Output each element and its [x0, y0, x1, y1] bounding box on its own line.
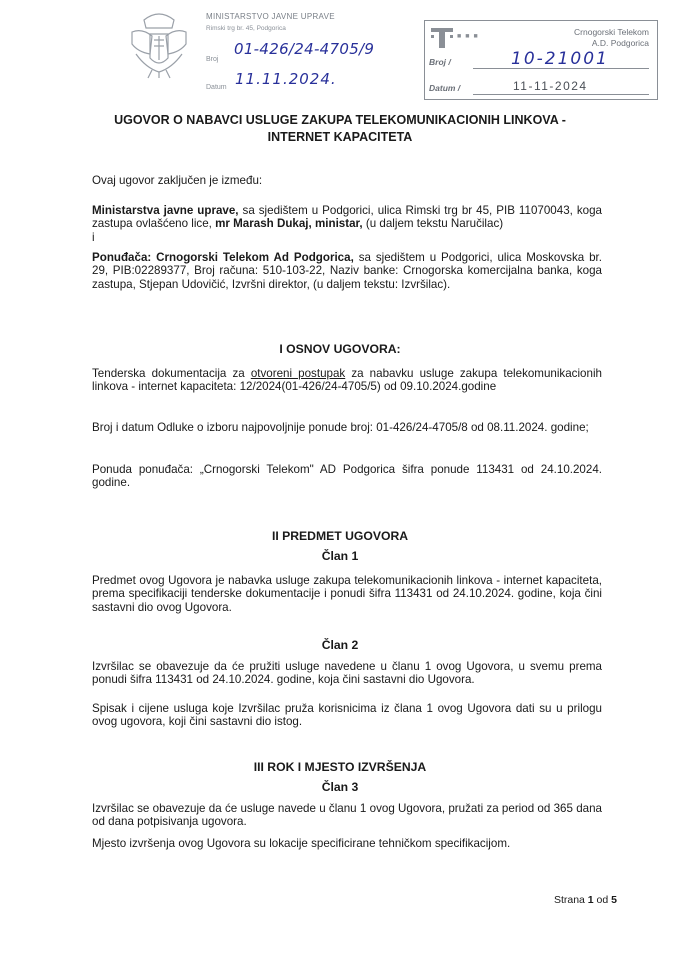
clan3-paragraph-1: Izvršilac se obavezuje da će usluge navede u članu 1 ovog Ugovora, pružati za period od 365 dana od dana potpisivanja ugovora. — [92, 802, 602, 829]
ministry-datum-label: Datum — [206, 84, 227, 91]
section-1-heading: I OSNOV UGOVORA: — [279, 342, 401, 356]
telekom-dots-icon: ■■■ — [457, 33, 482, 40]
telekom-stamp — [424, 20, 658, 100]
party1-name: Ministarstva javne uprave, — [92, 204, 239, 217]
section-3-heading: III ROK I MJESTO IZVRŠENJA — [253, 760, 427, 774]
telekom-company-line1: Crnogorski Telekom — [574, 27, 649, 37]
page-label: Strana — [553, 894, 588, 906]
ministry-broj-label: Broj — [206, 56, 219, 63]
ministry-handwritten-date: 11.11.2024. — [235, 70, 337, 88]
party1-text-end: (u daljem tekstu Naručilac) — [362, 217, 504, 231]
section1-paragraph-3: Ponuda ponuđača: „Crnogorski Telekom" AD Podgorica šifra ponude 113431 od 24.10.2024. godine. — [92, 463, 602, 490]
clan1-paragraph: Predmet ovog Ugovora je nabavka usluge zakupa telekomunikacionih linkova - internet kapaciteta, prema specifikaciji tenderske dokumentacije i ponudi šifra 113431 od 24.10.2024. godine, koja čini sastavni dio ovog Ugovora. — [92, 574, 602, 614]
clan-1-heading: Član 1 — [321, 549, 359, 563]
ministry-stamp — [122, 4, 375, 100]
telekom-datum-label: Datum / — [429, 83, 461, 93]
page-number — [554, 894, 617, 906]
ministry-handwritten-number: 01-426/24-4705/9 — [234, 40, 375, 58]
clan-3-heading: Član 3 — [321, 780, 359, 794]
page-total: 5 — [611, 894, 617, 906]
party2-text: sa sjedištem u Podgorici, ulica Moskovska br. 29, PIB:02289377, Broj računa: 510-103-22, Naziv banke: Crnogorska komercijalna banka, koga zastupa, Stjepan Udovičić, Izvršni direktor, (u daljem tekstu: Izvršilac). — [92, 251, 602, 291]
section1-paragraph-2: Broj i datum Odluke o izboru najpovoljnije ponude broj: 01-426/24-4705/8 od 08.11.2024. godine; — [92, 421, 589, 434]
s1-p1-text-b: za nabavku usluge zakupa telekomunikacionih linkova - internet kapaciteta: 12/2024(01-426/24-4705/5) od 09.10.2024.godine — [92, 367, 602, 394]
telekom-stamped-date: 11-11-2024 — [513, 79, 588, 93]
party2-name: Ponuđača: Crnogorski Telekom Ad Podgorica, — [92, 251, 354, 264]
party1-representative: mr Marash Dukaj, ministar, — [215, 217, 363, 231]
clan2-paragraph-1: Izvršilac se obavezuje da će pružiti usluge navedene u članu 1 ovog Ugovora, u svemu prema ponudi šifra 113431 od 24.10.2024. godine, koja čini sastavni dio Ugovora. — [92, 660, 602, 687]
clan2-paragraph-2: Spisak i cijene usluga koje Izvršilac pruža korisnicima iz člana 1 ovog Ugovora dati su u prilogu ovog ugovora, koji čini sastavni dio istog. — [92, 702, 602, 729]
telekom-broj-label: Broj / — [429, 57, 451, 67]
ministry-name: MINISTARSTVO JAVNE UPRAVE — [206, 12, 335, 21]
party1-paragraph — [92, 204, 602, 231]
clan3-paragraph-2: Mjesto izvršenja ovog Ugovora su lokacije specificirane tehničkom specifikacijom. — [92, 837, 511, 850]
page-of: od — [593, 894, 612, 906]
party1-text: sa sjedištem u Podgorici, ulica Rimski trg br 45, PIB 11070043, koga zastupa ovlašćeno lice, — [92, 204, 603, 231]
intro-text: Ovaj ugovor zaključen je između: — [92, 174, 263, 187]
title-line-1: UGOVOR O NABAVCI USLUGE ZAKUPA TELEKOMUNIKACIONIH LINKOVA - — [114, 113, 566, 127]
telekom-company-line2: A.D. Podgorica — [591, 38, 649, 48]
document-title — [60, 112, 620, 146]
conjunction-text: i — [92, 231, 95, 244]
section1-paragraph-1 — [92, 367, 602, 394]
s1-p1-text-a: Tenderska dokumentacija za — [92, 367, 251, 380]
section-2-heading: II PREDMET UGOVORA — [271, 529, 409, 543]
coat-of-arms-seal-icon — [122, 6, 196, 80]
s1-p1-underlined: otvoreni postupak — [250, 367, 346, 380]
telekom-company — [574, 27, 649, 49]
clan-2-heading: Član 2 — [321, 638, 359, 652]
page-current: 1 — [587, 894, 594, 906]
ministry-address: Rimski trg br. 45, Podgorica — [206, 25, 286, 32]
telekom-handwritten-number: 10-21001 — [511, 49, 609, 69]
party2-paragraph — [92, 251, 602, 291]
telekom-datum-line — [473, 94, 649, 95]
telekom-t-logo-icon — [429, 26, 455, 50]
title-line-2: INTERNET KAPACITETA — [267, 130, 413, 144]
